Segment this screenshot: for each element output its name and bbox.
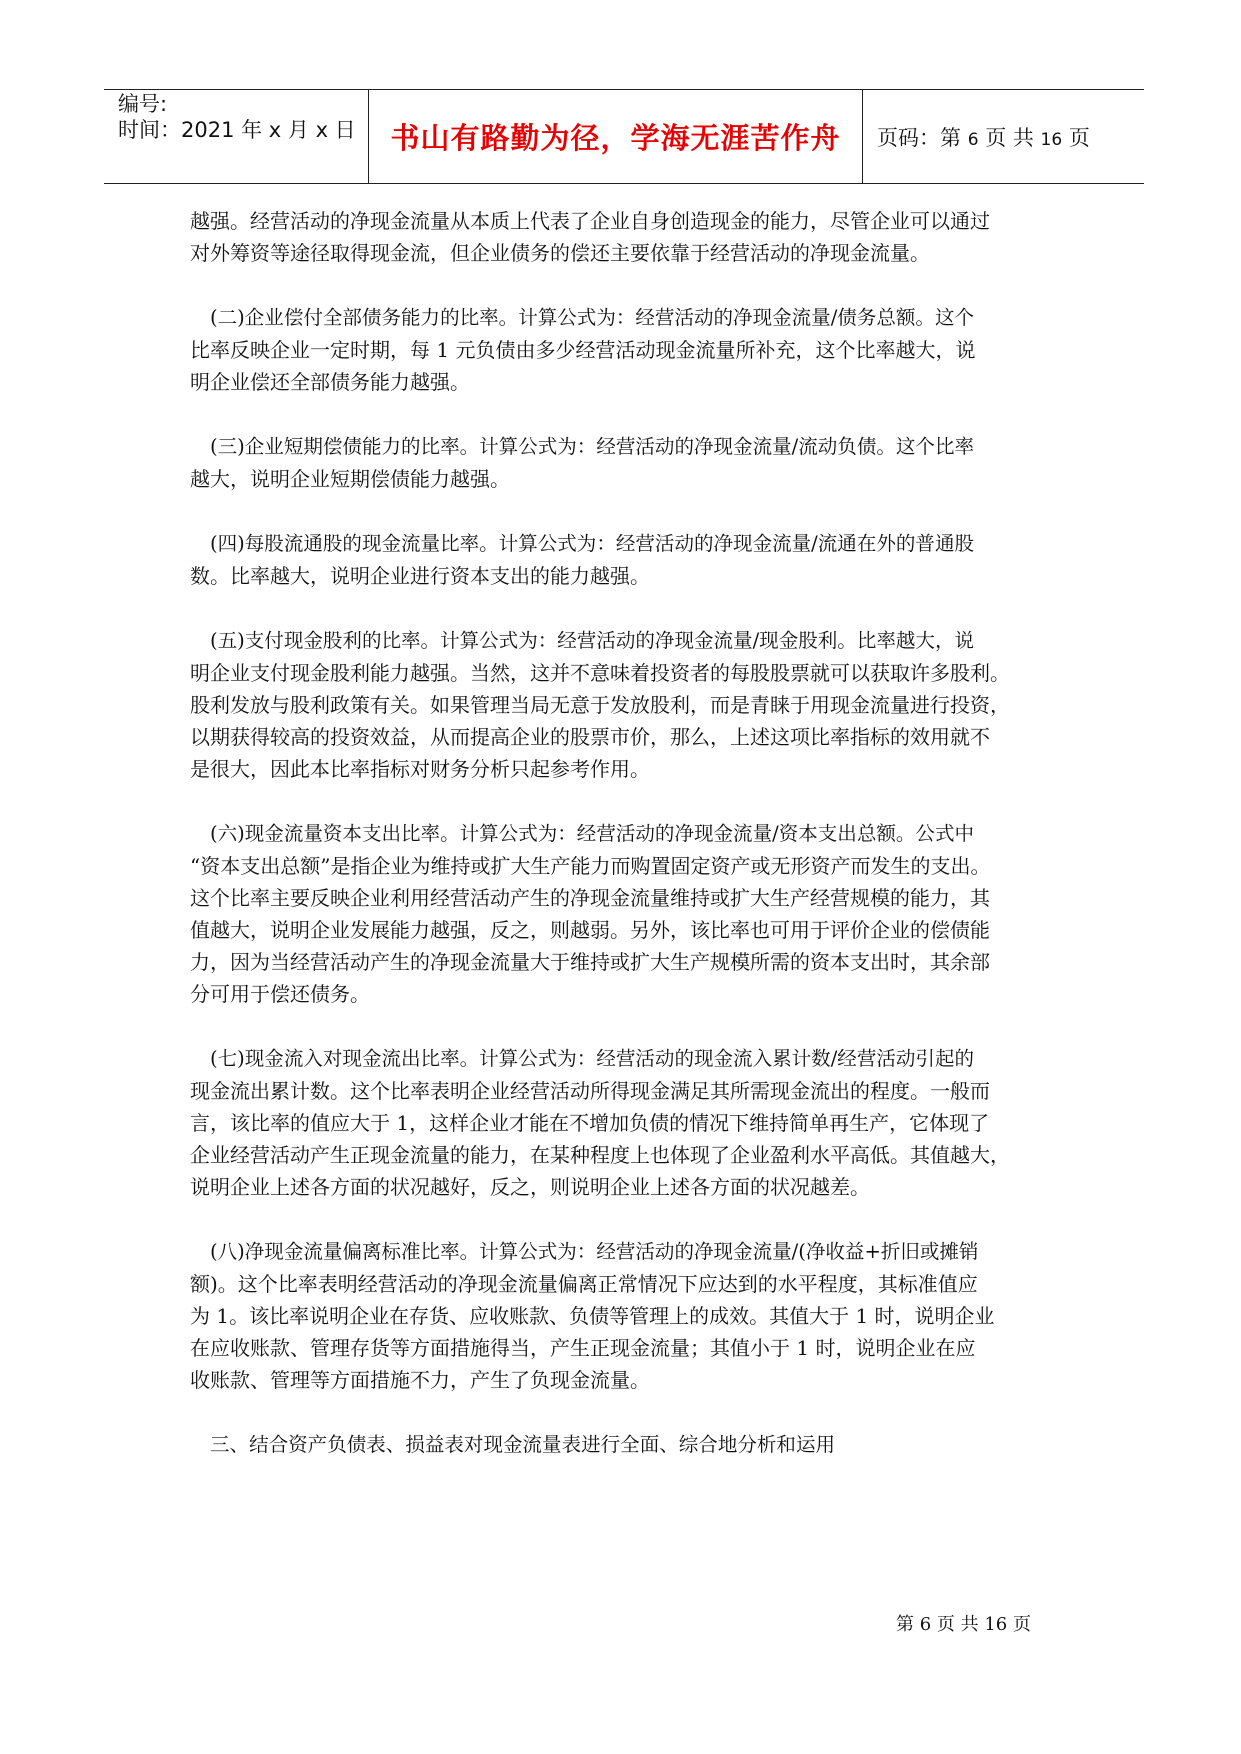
paragraph-line: (五)支付现金股利的比率。计算公式为：经营活动的净现金流量/现金股利。比率越大，说	[210, 629, 975, 652]
paragraph	[190, 205, 1056, 269]
paragraph	[190, 818, 1056, 1010]
page-footer: 第 6 页 共 16 页	[896, 1614, 1031, 1635]
paragraph-line: 明企业偿还全部债务能力越强。	[190, 370, 470, 394]
header-page-number: 6	[967, 130, 979, 150]
paragraph-line: (二)企业偿付全部债务能力的比率。计算公式为：经营活动的净现金流量/债务总额。这个	[210, 306, 975, 329]
paragraph	[190, 431, 1056, 495]
paragraph-line: 明企业支付现金股利能力越强。当然，这并不意味着投资者的每股股票就可以获取许多股利。	[190, 661, 1010, 685]
paragraph	[190, 1236, 1056, 1396]
document-time-label: 时间：2021 年 x 月 x 日	[118, 118, 356, 142]
paragraph	[190, 302, 1056, 398]
paragraph-line: 言，该比率的值应大于 1，这样企业才能在不增加负债的情况下维持简单再生产，它体现了	[190, 1111, 990, 1135]
paragraph	[190, 528, 1056, 592]
document-body	[190, 205, 1056, 1494]
header-page-total: 16	[1040, 130, 1063, 150]
paragraph-line: 值越大，说明企业发展能力越强，反之，则越弱。另外，该比率也可用于评价企业的偿债能	[190, 918, 990, 942]
section-heading-text: 三、结合资产负债表、损益表对现金流量表进行全面、综合地分析和运用	[210, 1433, 835, 1456]
header-page-code: 页码：第 6 页 共 16 页	[877, 126, 1090, 150]
header-motto-cell	[368, 90, 863, 183]
paragraph-line: 越强。经营活动的净现金流量从本质上代表了企业自身创造现金的能力，尽管企业可以通过	[190, 209, 990, 233]
paragraph-line: 比率反映企业一定时期，每 1 元负债由多少经营活动现金流量所补充，这个比率越大，说	[190, 338, 976, 362]
paragraph-line: (六)现金流量资本支出比率。计算公式为：经营活动的净现金流量/资本支出总额。公式中	[210, 822, 975, 845]
paragraph-line: 在应收账款、管理存货等方面措施得当，产生正现金流量；其值小于 1 时，说明企业在应	[190, 1336, 976, 1360]
paragraph-line: 收账款、管理等方面措施不力，产生了负现金流量。	[190, 1368, 650, 1392]
paragraph-line: 分可用于偿还债务。	[190, 982, 370, 1006]
paragraph-line: 以期获得较高的投资效益，从而提高企业的股票市价，那么，上述这项比率指标的效用就不	[190, 725, 990, 749]
paragraph-line: (七)现金流入对现金流出比率。计算公式为：经营活动的现金流入累计数/经营活动引起的	[210, 1047, 975, 1070]
paragraph	[190, 625, 1056, 785]
document-number-label: 编号:	[118, 92, 168, 116]
paragraph-line: (三)企业短期偿债能力的比率。计算公式为：经营活动的净现金流量/流动负债。这个比率	[210, 435, 975, 458]
header-info-cell	[104, 90, 368, 183]
paragraph-line: 为 1。该比率说明企业在存货、应收账款、负债等管理上的成效。其值大于 1 时，说明企业	[190, 1304, 995, 1328]
paragraph-line: “资本支出总额”是指企业为维持或扩大生产能力而购置固定资产或无形资产而发生的支出。	[190, 854, 991, 878]
paragraph-line: 是很大，因此本比率指标对财务分析只起参考作用。	[190, 757, 650, 781]
paragraph-line: 说明企业上述各方面的状况越好，反之，则说明企业上述各方面的状况越差。	[190, 1175, 870, 1199]
header-page-cell	[863, 90, 1144, 183]
paragraph-line: (四)每股流通股的现金流量比率。计算公式为：经营活动的净现金流量/流通在外的普通股	[210, 532, 975, 555]
paragraph-line: 越大，说明企业短期偿债能力越强。	[190, 467, 510, 491]
paragraph-line: 额)。这个比率表明经营活动的净现金流量偏离正常情况下应达到的水平程度，其标准值应	[190, 1272, 978, 1296]
paragraph-line: 现金流出累计数。这个比率表明企业经营活动所得现金满足其所需现金流出的程度。一般而	[190, 1079, 990, 1103]
paragraph-line: 这个比率主要反映企业利用经营活动产生的净现金流量维持或扩大生产经营规模的能力，其	[190, 886, 990, 910]
section-heading	[190, 1429, 1056, 1461]
paragraph-line: 对外筹资等途径取得现金流，但企业债务的偿还主要依靠于经营活动的净现金流量。	[190, 241, 930, 265]
paragraph-line: 企业经营活动产生正现金流量的能力，在某种程度上也体现了企业盈利水平高低。其值越大，	[190, 1143, 1010, 1167]
header-motto: 书山有路勤为径，学海无涯苦作舟	[390, 121, 841, 155]
paragraph-line: 数。比率越大，说明企业进行资本支出的能力越强。	[190, 564, 650, 588]
paragraph	[190, 1043, 1056, 1203]
page-header	[104, 89, 1144, 184]
paragraph-line: 股利发放与股利政策有关。如果管理当局无意于发放股利，而是青睐于用现金流量进行投资，	[190, 693, 1010, 717]
paragraph-line: 力，因为当经营活动产生的净现金流量大于维持或扩大生产规模所需的资本支出时，其余部	[190, 950, 990, 974]
paragraph-line: (八)净现金流量偏离标准比率。计算公式为：经营活动的净现金流量/(净收益+折旧或摊销	[210, 1240, 979, 1263]
